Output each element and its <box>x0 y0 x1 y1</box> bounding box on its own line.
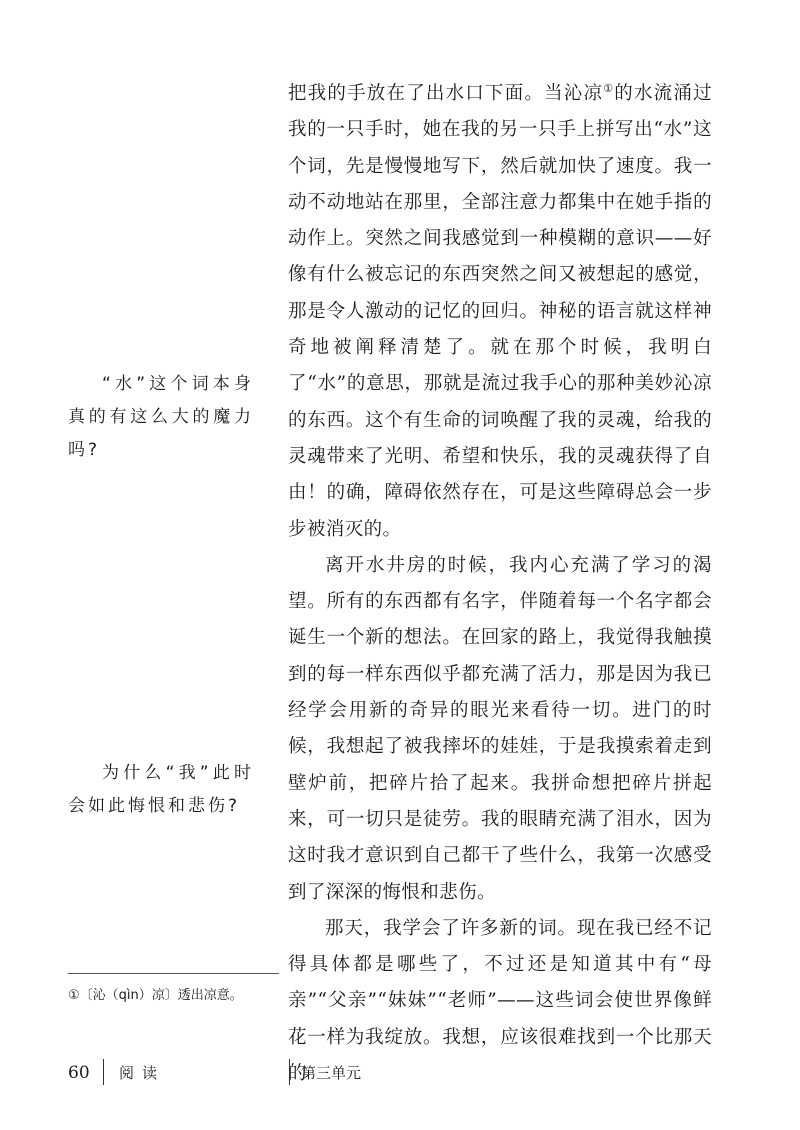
footnote-marker[interactable]: ① <box>603 81 615 95</box>
main-text <box>288 76 712 1092</box>
paragraph-1-part-a: 把我的手放在了出水口下面。当沁凉 <box>288 83 604 104</box>
book-section-label: 阅读 <box>119 1064 166 1082</box>
side-question-1: “水”这个词本身真的有这么大的魔力吗? <box>68 374 254 460</box>
footnote-divider <box>68 973 279 974</box>
paragraph-3: 那天，我学会了许多新的词。现在我已经不记得具体都是哪些了，不过还是知道其中有“母亲”“父亲”“妹妹”“老师”——这些词会使世界像鲜花一样为我绽放。我想，应该很难找到一个比那天的 <box>288 917 712 1085</box>
unit-label: 第三单元 <box>301 1064 362 1082</box>
footer-divider <box>103 1059 104 1085</box>
footnote: ①〔沁（qìn）凉〕透出凉意。 <box>68 988 243 1003</box>
page-number: 60 <box>68 1063 90 1083</box>
paragraph-2: 离开水井房的时候，我内心充满了学习的渴望。所有的东西都有名字，伴随着每一个名字都会诞生一个新的想法。在回家的路上，我觉得我触摸到的每一样东西似乎都充满了活力，那是因为我已经学会用新的奇异的眼光来看待一切。进门的时候，我想起了被我摔坏的娃娃，于是我摸索着走到壁炉前，把碎片拾了起来。我拼命想把碎片拼起来，可一切只是徒劳。我的眼睛充满了泪水，因为这时我才意识到自己都干了些什么，我第一次感受到了深深的悔恨和悲伤。 <box>288 554 712 903</box>
footer-divider-2 <box>289 1059 290 1085</box>
paragraph-1-part-b: 的水流涌过我的一只手时，她在我的另一只手上拼写出“水”这个词，先是慢慢地写下，然后就加快了速度。我一动不动地站在那里，全部注意力都集中在她手指的动作上。突然之间我感觉到一种模糊的意识——好像有什么被忘记的东西突然之间又被想起的感觉，那是令人激动的记忆的回归。神秘的语言就这样神奇地被阐释清楚了。就在那个时候，我明白了“水”的意思，那就是流过我手心的那种美妙沁凉的东西。这个有生命的词唤醒了我的灵魂，给我的灵魂带来了光明、希望和快乐，我的灵魂获得了自由！的确，障碍依然存在，可是这些障碍总会一步步被消灭的。 <box>288 83 712 540</box>
paragraph-1 <box>288 76 712 548</box>
side-question-2: 为什么“我”此时会如此悔恨和悲伤? <box>68 763 254 816</box>
